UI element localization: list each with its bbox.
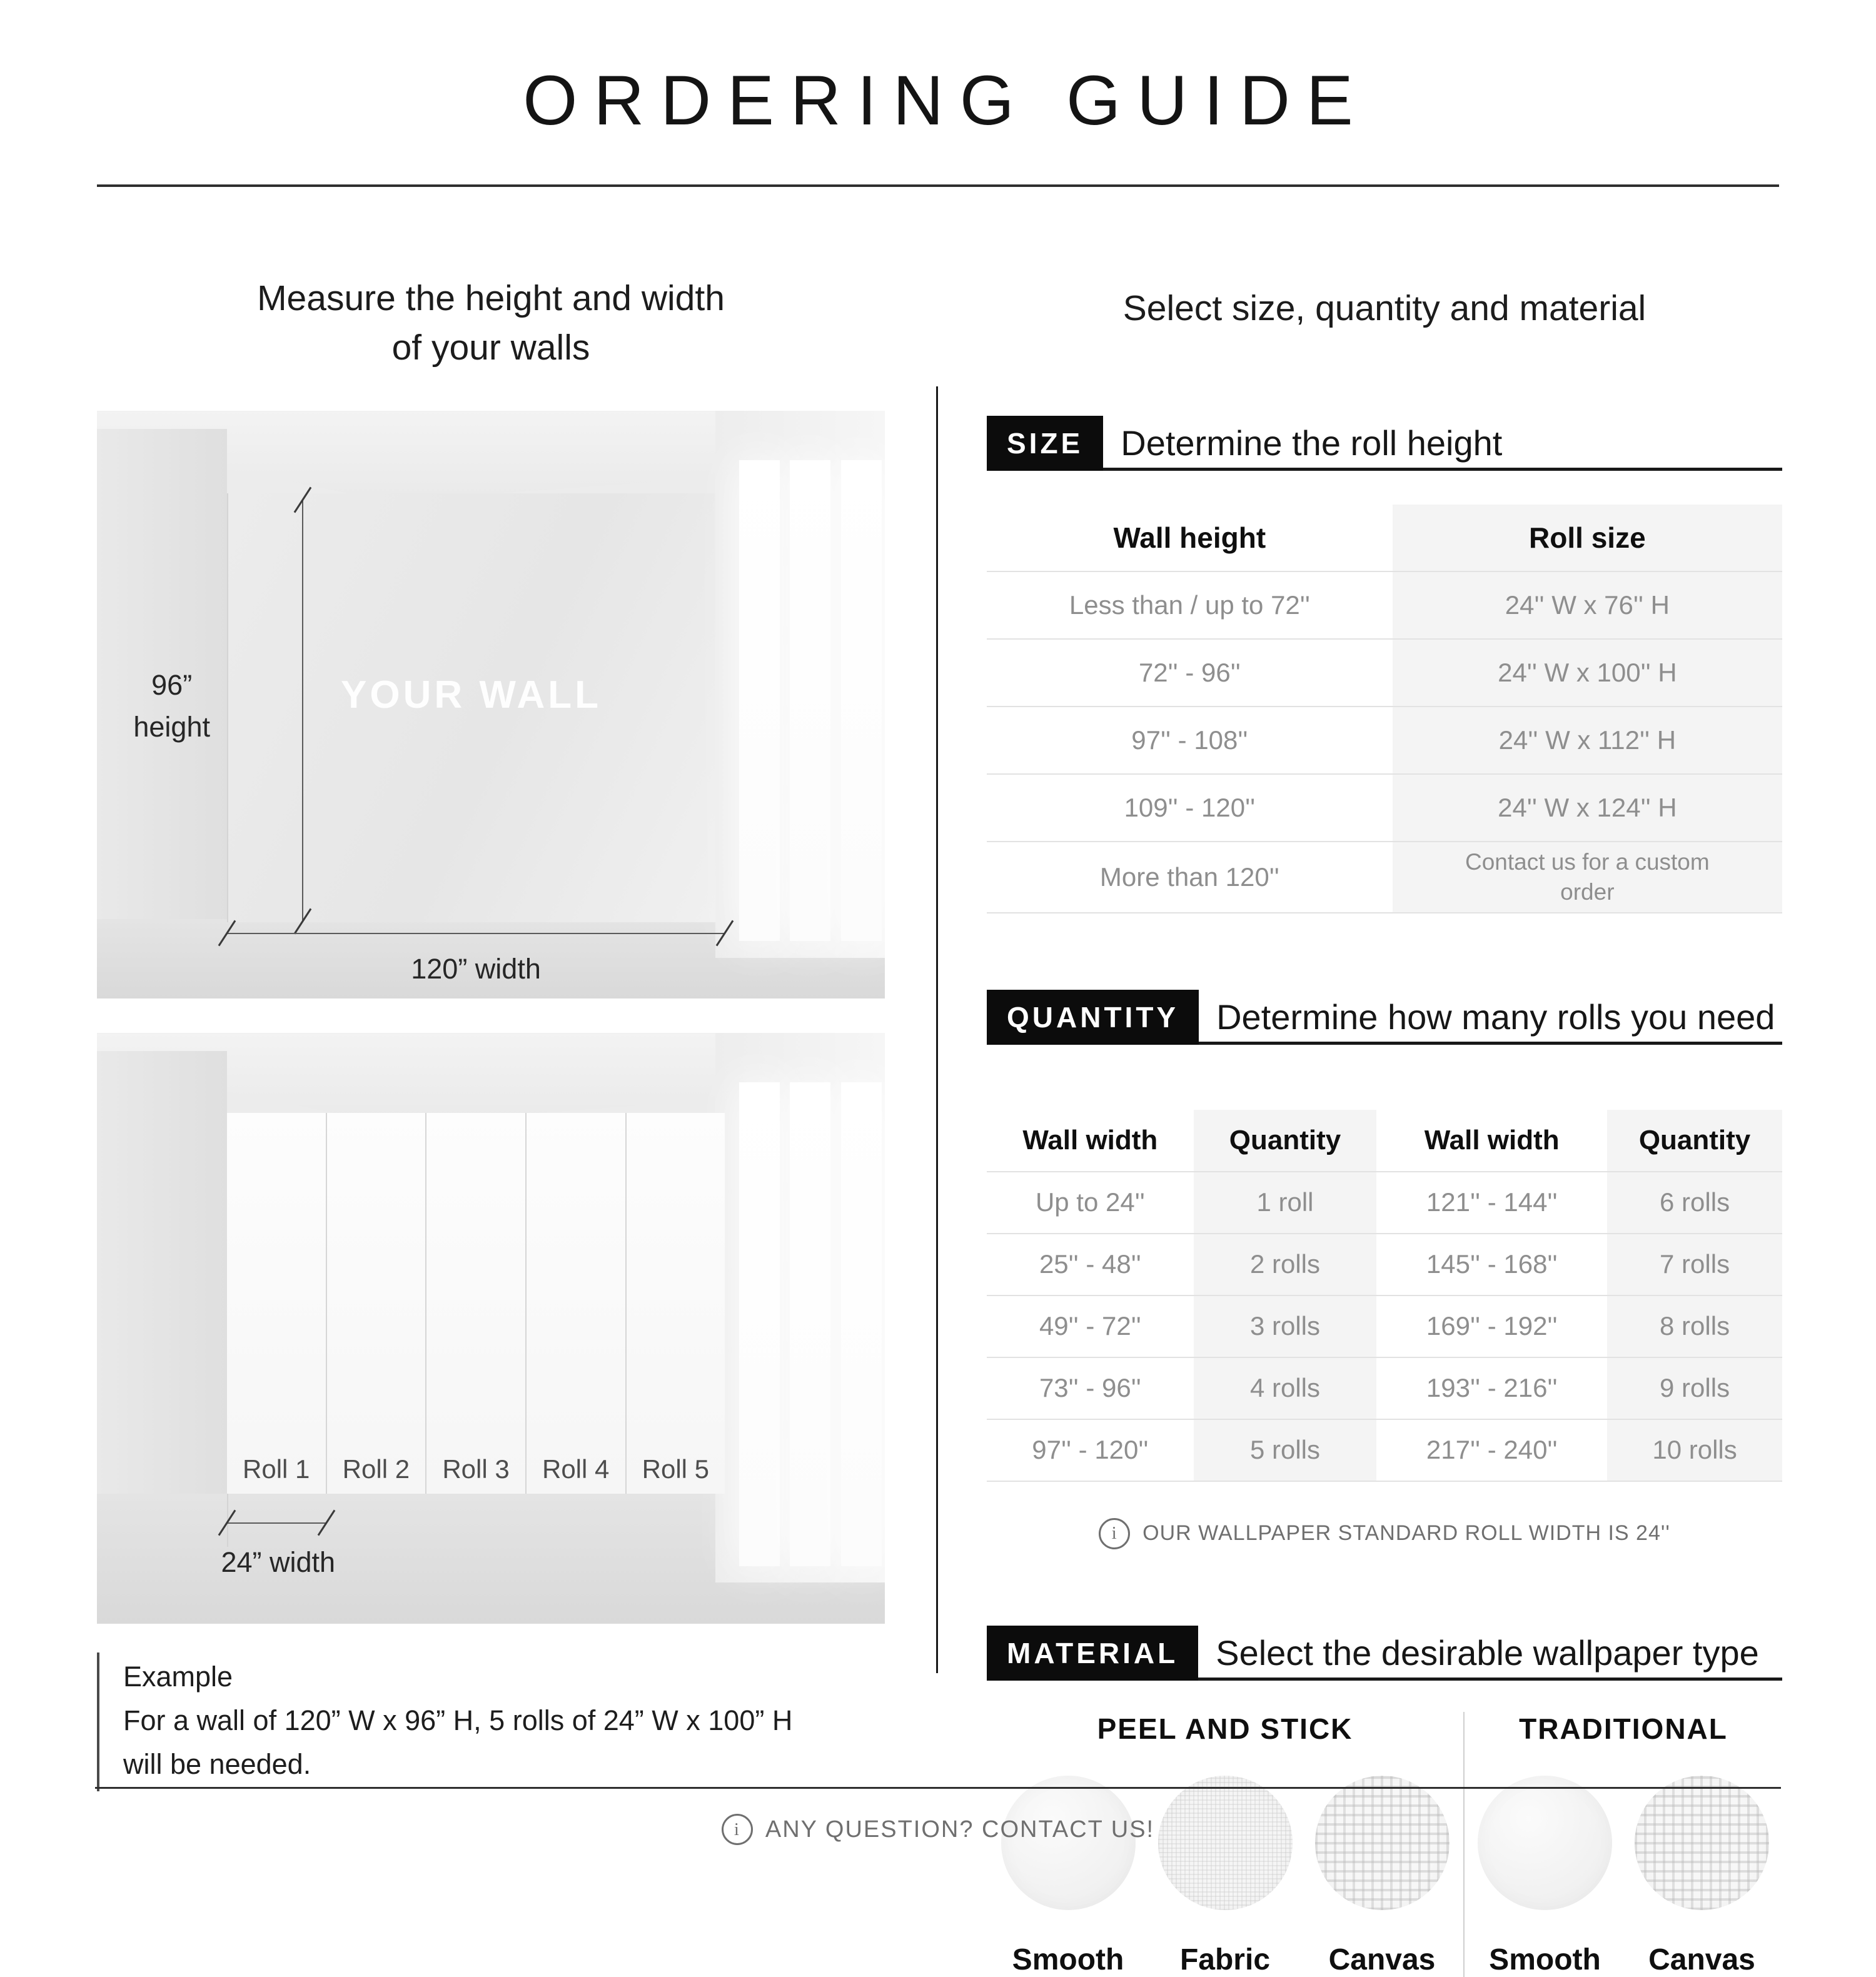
swatch-label: Smooth [1489,1943,1601,1976]
wall-height-cell: 97'' - 108'' [1131,725,1248,755]
measure-heading-line2: of your walls [391,327,590,368]
column-divider [936,386,938,1673]
quantity-table-row [987,1295,1782,1357]
select-heading: Select size, quantity and material [1122,288,1647,328]
material-subtitle: Select the desirable wallpaper type [1216,1633,1759,1673]
wall-height-cell: Less than / up to 72'' [1069,590,1310,620]
wall-width-cell: 97'' - 120'' [1032,1435,1149,1465]
quantity-cell: 6 rolls [1607,1172,1782,1233]
quantity-cell: 10 rolls [1607,1420,1782,1481]
roll-width-label: 24” width [221,1546,336,1578]
material-section-header [987,1626,1782,1681]
quantity-table-row [987,1357,1782,1419]
window-pane [841,1082,882,1566]
roll-label: Roll 4 [542,1454,610,1484]
swatch-label: Canvas [1648,1943,1755,1976]
wallpaper-roll-panel [426,1113,527,1494]
wall-width-cell: 121'' - 144'' [1426,1187,1558,1217]
wall-height-cell: 72'' - 96'' [1138,657,1241,687]
quantity-cell: 8 rolls [1607,1296,1782,1357]
wallpaper-roll-panel [227,1113,327,1494]
quantity-col-header-4: Quantity [1607,1110,1782,1171]
size-col-header-roll-size: Roll size [1393,505,1782,571]
roll-width-note-text: OUR WALLPAPER STANDARD ROLL WIDTH IS 24'' [1142,1521,1670,1546]
size-title-wrap [1103,416,1782,471]
quantity-cell: 5 rolls [1194,1420,1377,1481]
info-icon: i [722,1814,753,1845]
quantity-table-row [987,1233,1782,1295]
quantity-title-wrap [1199,990,1782,1045]
example-title: Example [123,1661,233,1693]
measure-heading [97,274,885,372]
quantity-col-header-2: Quantity [1194,1110,1377,1171]
quantity-cell: 2 rolls [1194,1234,1377,1295]
size-table-row [987,638,1782,706]
size-section-header [987,416,1782,471]
quantity-table-body [987,1171,1782,1481]
swatch-label: Fabric [1179,1943,1271,1976]
wallpaper-rolls [227,1113,725,1494]
wall-height-word: height [133,711,210,743]
quantity-table [987,1110,1782,1482]
info-icon: i [1099,1518,1130,1549]
roll-width-note [987,1518,1782,1549]
wall-width-cell: 193'' - 216'' [1426,1373,1558,1403]
wall-width-cell: Up to 24'' [1035,1187,1145,1217]
wall-height-cell: 109'' - 120'' [1124,792,1256,822]
quantity-table-row [987,1419,1782,1481]
size-subtitle: Determine the roll height [1121,423,1503,463]
wall-width-cell: 145'' - 168'' [1426,1249,1558,1279]
wall-width-cell: 73'' - 96'' [1039,1373,1141,1403]
width-dimension-line [227,933,725,934]
size-table-row [987,571,1782,638]
room-window [715,1033,885,1582]
swatch-label: Canvas [1328,1943,1436,1976]
material-title-wrap [1198,1626,1782,1681]
room-left-wall [97,1051,227,1547]
size-section [987,416,1782,913]
quantity-cell: 7 rolls [1607,1234,1782,1295]
measure-heading-line1: Measure the height and width [257,278,725,318]
footer [95,1787,1781,1845]
roll-size-cell: 24'' W x 100'' H [1393,640,1782,706]
wallpaper-roll-panel [327,1113,427,1494]
wall-width-label: 120” width [411,952,541,985]
roll-label: Roll 3 [442,1454,510,1484]
peel-and-stick-label: PEEL AND STICK [1097,1712,1353,1745]
roll-size-cell: 24'' W x 112'' H [1393,707,1782,773]
wall-width-cell: 49'' - 72'' [1039,1311,1141,1341]
size-table-row [987,773,1782,841]
example-line1: For a wall of 120” W x 96” H, 5 rolls of 24” W x 100” H [123,1704,793,1737]
page-title: ORDERING GUIDE [523,61,1369,139]
example-block [97,1653,885,1791]
wall-height-label [105,664,239,748]
window-pane [790,1082,830,1566]
quantity-col-header-3: Wall width [1424,1124,1560,1155]
wall-width-cell: 169'' - 192'' [1426,1311,1558,1341]
roll-label: Roll 2 [342,1454,410,1484]
your-wall-label: YOUR WALL [341,673,602,717]
window-pane [790,460,830,941]
size-table-body [987,571,1782,912]
wallpaper-roll-panel [627,1113,725,1494]
quantity-col-header-1: Wall width [1022,1124,1158,1155]
size-table-row [987,706,1782,773]
quantity-table-header [987,1110,1782,1171]
quantity-cell: 9 rolls [1607,1358,1782,1419]
quantity-cell: 1 roll [1194,1172,1377,1233]
footer-text: ANY QUESTION? CONTACT US! [765,1816,1155,1843]
example-line2: will be needed. [123,1748,311,1780]
traditional-label: TRADITIONAL [1519,1712,1728,1745]
room-window [715,411,885,957]
window-pane [739,1082,780,1566]
wallpaper-roll-panel [527,1113,627,1494]
size-table-row [987,841,1782,912]
roll-label: Roll 1 [243,1454,310,1484]
size-col-header-wall-height: Wall height [1113,521,1266,554]
size-table-header [987,505,1782,571]
roll-size-cell: 24'' W x 76'' H [1393,572,1782,638]
roll-label: Roll 5 [642,1454,710,1484]
quantity-section [987,990,1782,1549]
window-pane [841,460,882,941]
room-illustration-rolls [97,1033,885,1624]
size-badge: SIZE [987,416,1103,471]
right-column [987,249,1782,1977]
quantity-cell: 3 rolls [1194,1296,1377,1357]
quantity-cell: 4 rolls [1194,1358,1377,1419]
wall-height-cell: More than 120'' [1099,862,1279,892]
wall-width-cell: 25'' - 48'' [1039,1249,1141,1279]
material-badge: MATERIAL [987,1626,1198,1681]
swatch-label: Smooth [1012,1943,1124,1976]
wall-height-value: 96” [151,668,193,701]
quantity-subtitle: Determine how many rolls you need [1216,997,1775,1037]
title-divider [97,184,1779,187]
quantity-badge: QUANTITY [987,990,1199,1045]
window-pane [739,460,780,941]
quantity-section-header [987,990,1782,1045]
size-table [987,505,1782,913]
wall-width-cell: 217'' - 240'' [1426,1435,1558,1465]
quantity-table-row [987,1171,1782,1233]
room-illustration-empty-wall [97,411,885,999]
roll-width-dimension-line [227,1522,326,1524]
roll-size-cell: 24'' W x 124'' H [1393,775,1782,841]
roll-size-cell: Contact us for a custom order [1393,842,1782,912]
left-column [97,249,885,1791]
